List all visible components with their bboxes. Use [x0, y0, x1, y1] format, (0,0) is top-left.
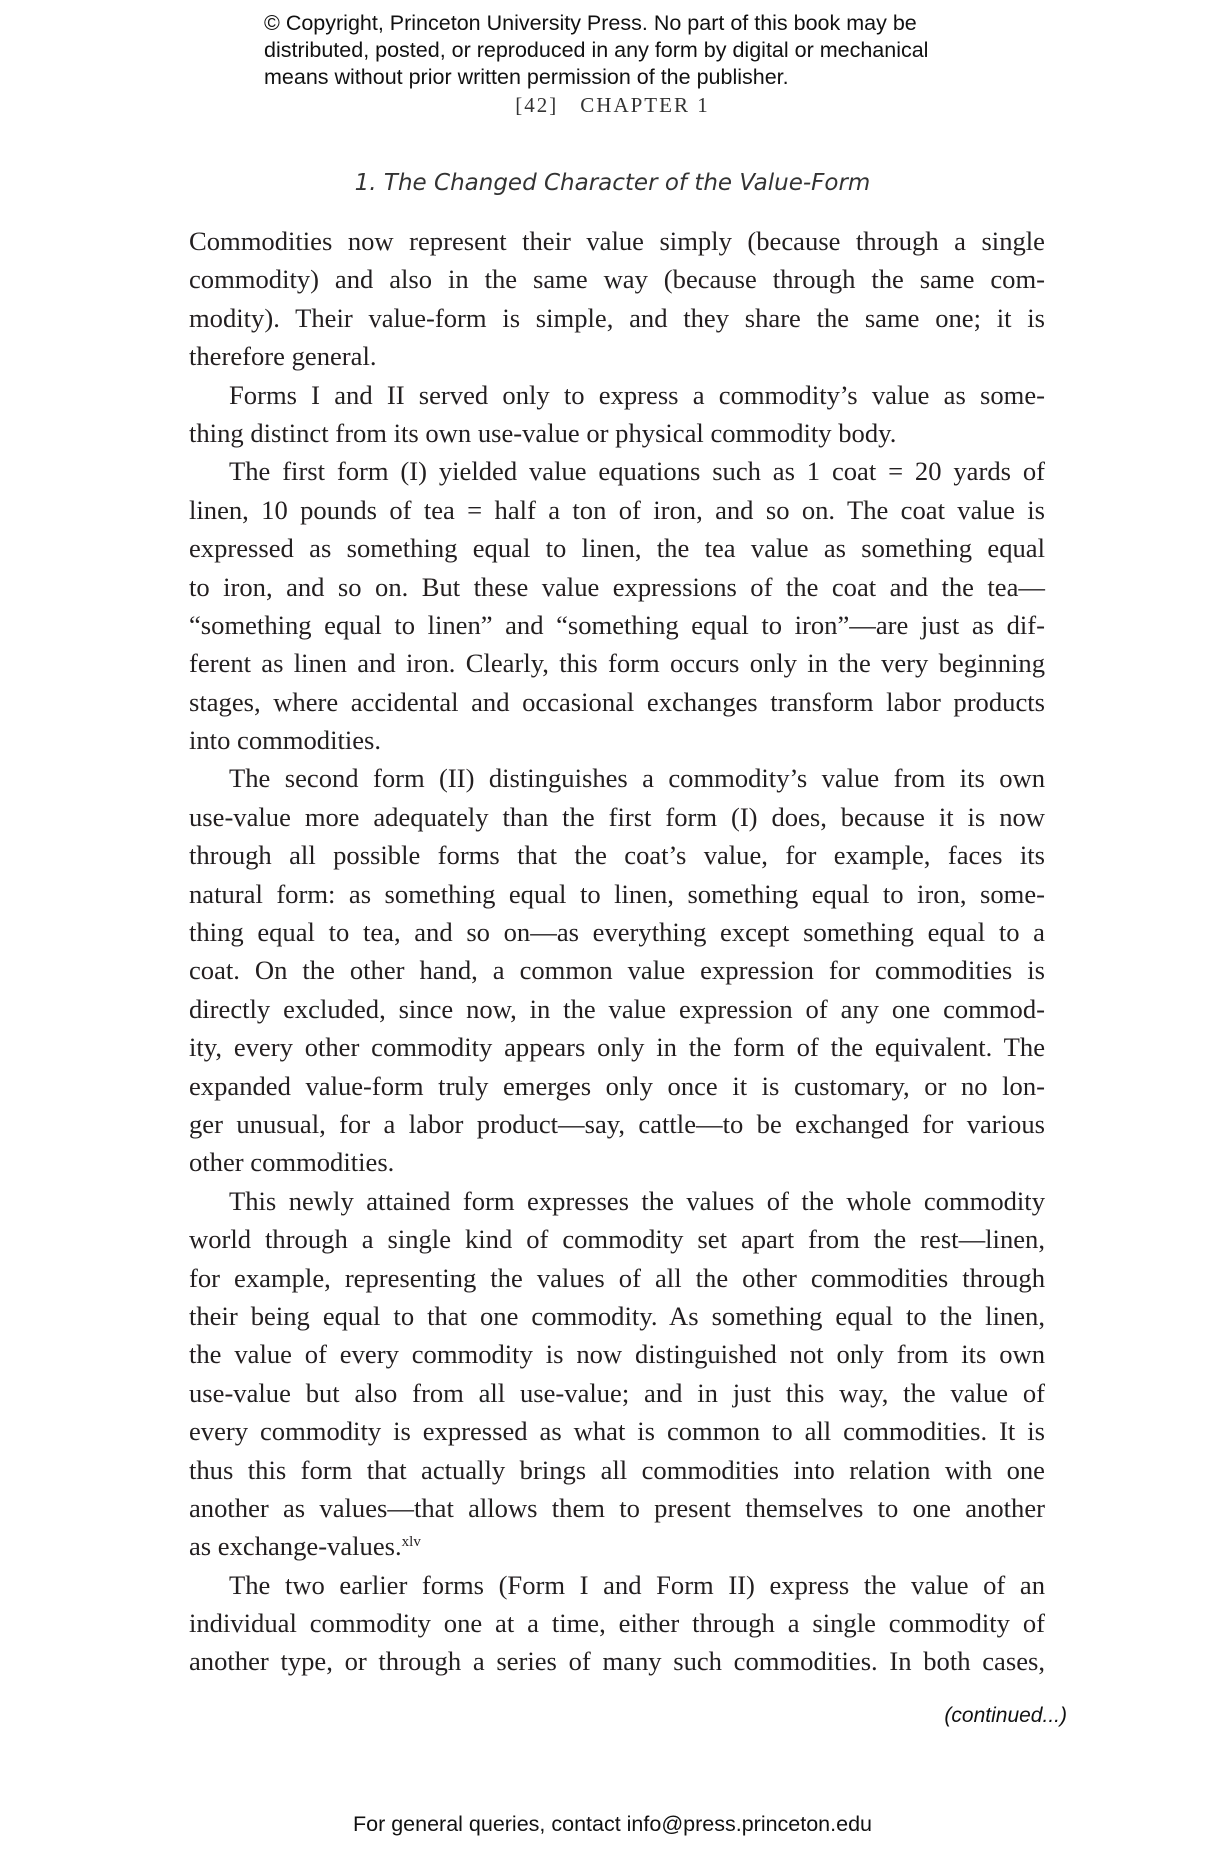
text-line: Commodities now represent their value simply (because through a single	[189, 226, 1045, 256]
text-line: use-value but also from all use-value; and in just this way, the value of	[189, 1377, 1045, 1408]
text-line: expressed as something equal to linen, the tea value as something equal	[189, 533, 1045, 564]
footer-contact: For general queries, contact info@press.princeton.edu	[352, 1812, 872, 1836]
text-line: other commodities.	[189, 1147, 395, 1178]
text-line: another as values—that allows them to present themselves to one another	[189, 1492, 1045, 1523]
text-line: another type, or through a series of many such commodities. In both cases,	[189, 1646, 1045, 1677]
text-line: The second form (II) distinguishes a commodity’s value from its own	[229, 763, 1045, 794]
text-line: ferent as linen and iron. Clearly, this form occurs only in the very beginning	[189, 648, 1045, 679]
text-line: as exchange-values.	[189, 1531, 402, 1562]
text-line: ity, every other commodity appears only in the form of the equivalent. The	[189, 1032, 1045, 1063]
text-line: natural form: as something equal to linen, something equal to iron, some-	[189, 878, 1045, 909]
text-line: thing equal to tea, and so on—as everything except something equal to a	[189, 917, 1045, 948]
text-line-with-note	[189, 1527, 1045, 1565]
copyright-line: © Copyright, Princeton University Press. No part of this book may be	[264, 11, 917, 35]
text-line: This newly attained form expresses the values of the whole commodity	[229, 1185, 1045, 1216]
text-line: directly excluded, since now, in the value expression of any one commod-	[189, 993, 1045, 1024]
text-line: linen, 10 pounds of tea = half a ton of iron, and so on. The coat value is	[189, 494, 1045, 525]
text-line: to iron, and so on. But these value expressions of the coat and the tea—	[189, 571, 1045, 602]
copyright-line: distributed, posted, or reproduced in any form by digital or mechanical	[264, 38, 929, 62]
text-line: therefore general.	[189, 341, 377, 372]
text-line: for example, representing the values of all the other commodities through	[189, 1262, 1045, 1293]
text-line: “something equal to linen” and “something equal to iron”—are just as dif-	[189, 609, 1045, 640]
text-line: through all possible forms that the coat’s value, for example, faces its	[189, 840, 1045, 871]
text-line: ger unusual, for a labor product—say, cattle—to be exchanged for various	[189, 1108, 1045, 1139]
continued-note: (continued...)	[944, 1704, 1067, 1727]
copyright-line: means without prior written permission of the publisher.	[264, 65, 789, 89]
chapter-label: CHAPTER 1	[580, 93, 710, 117]
text-line: into commodities.	[189, 725, 382, 756]
page-number: [42]	[515, 93, 559, 117]
section-title: 1. The Changed Character of the Value-Form	[354, 170, 871, 196]
text-line: The two earlier forms (Form I and Form II) express the value of an	[229, 1569, 1045, 1600]
text-line: world through a single kind of commodity set apart from the rest—linen,	[189, 1224, 1045, 1255]
body-text	[189, 222, 1045, 1681]
text-line: the value of every commodity is now distinguished not only from its own	[189, 1339, 1045, 1370]
text-line: thing distinct from its own use-value or physical commodity body.	[189, 417, 897, 448]
text-line: commodity) and also in the same way (because through the same com-	[189, 264, 1045, 295]
text-line: expanded value-form truly emerges only once it is customary, or no lon-	[189, 1070, 1045, 1101]
running-head	[0, 93, 1225, 118]
text-line: every commodity is expressed as what is common to all commodities. It is	[189, 1416, 1045, 1447]
text-line: their being equal to that one commodity. As something equal to the linen,	[189, 1300, 1045, 1331]
text-line: modity). Their value-form is simple, and they share the same one; it is	[189, 302, 1045, 333]
copyright-notice	[264, 10, 984, 91]
footnote-marker[interactable]: xlv	[401, 1534, 421, 1551]
text-line: use-value more adequately than the first form (I) does, because it is now	[189, 801, 1045, 832]
text-line: Forms I and II served only to express a commodity’s value as some-	[229, 379, 1045, 410]
text-line: individual commodity one at a time, either through a single commodity of	[189, 1608, 1045, 1639]
text-line: stages, where accidental and occasional exchanges transform labor products	[189, 686, 1045, 717]
text-line: thus this form that actually brings all commodities into relation with one	[189, 1454, 1045, 1485]
text-line: coat. On the other hand, a common value expression for commodities is	[189, 955, 1045, 986]
text-line: The first form (I) yielded value equations such as 1 coat = 20 yards of	[229, 456, 1045, 487]
